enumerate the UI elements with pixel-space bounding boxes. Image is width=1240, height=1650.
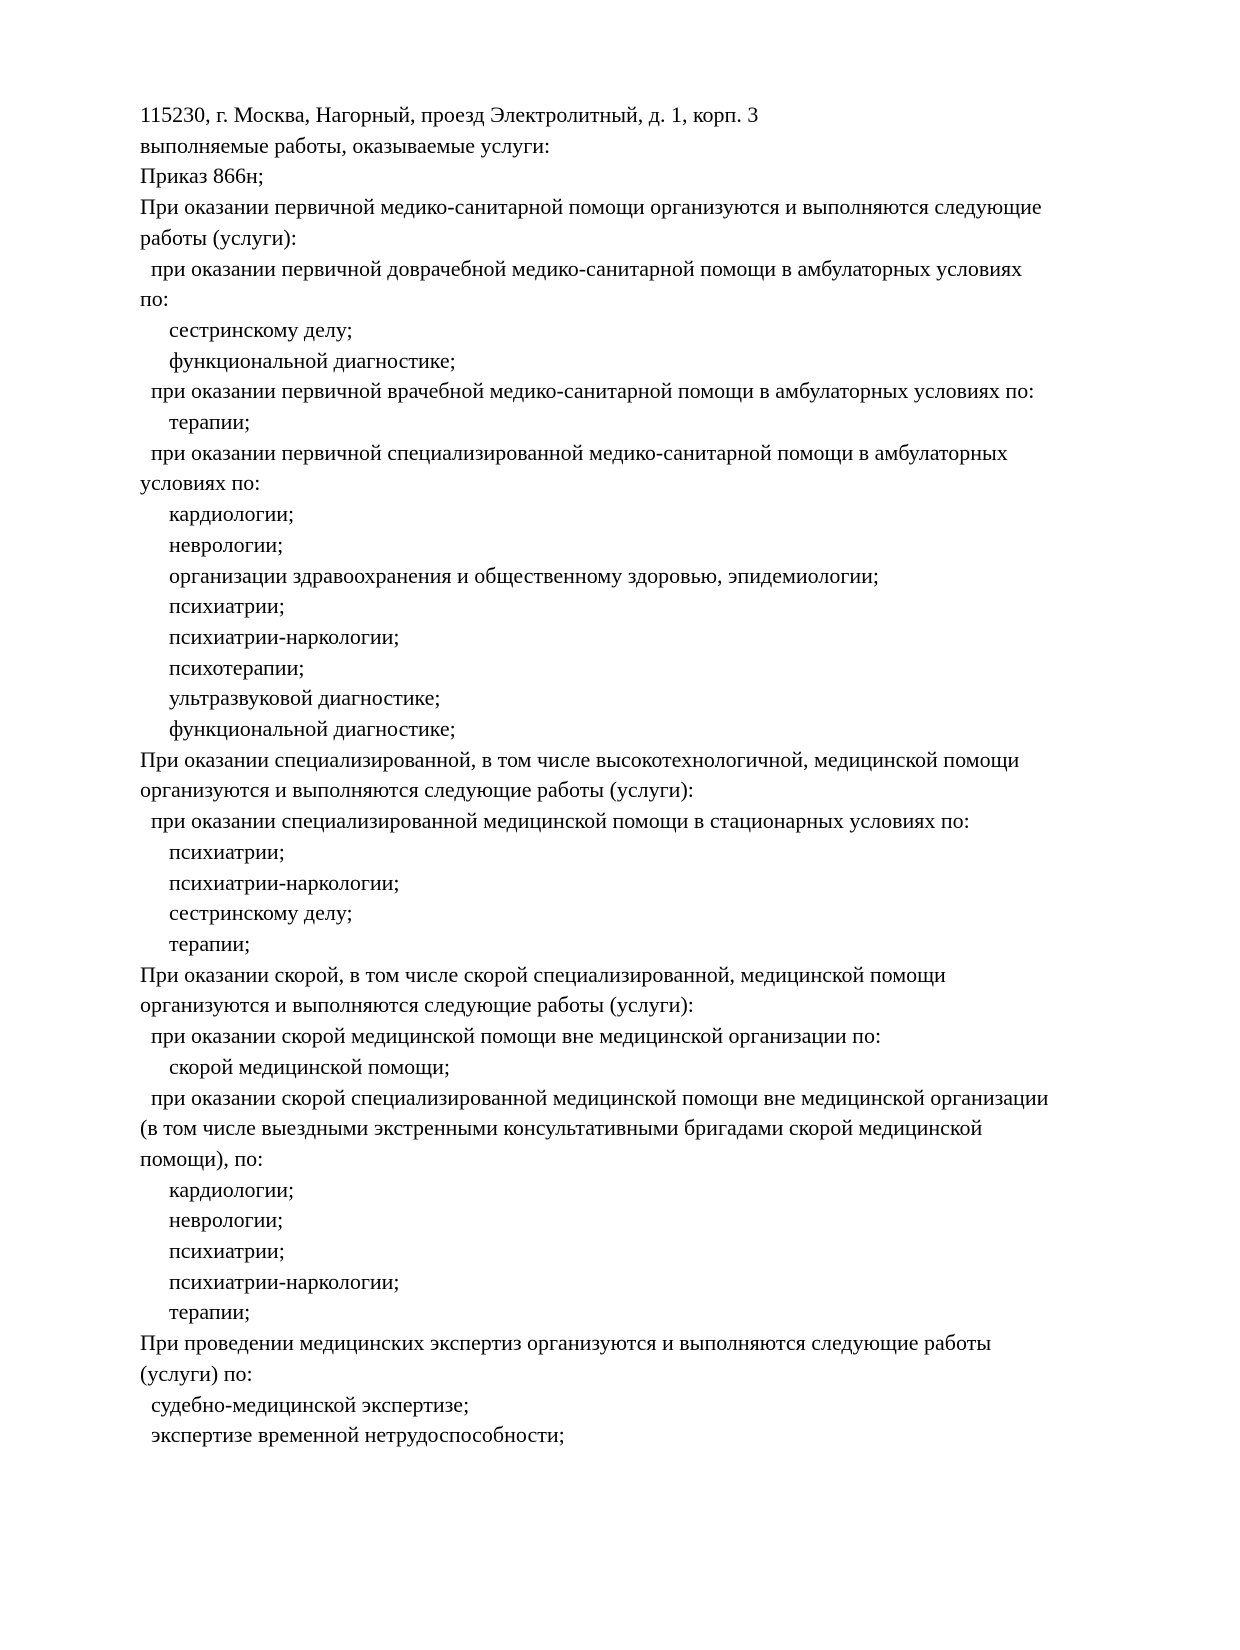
doc-line: ультразвуковой диагностике;	[169, 685, 441, 711]
doc-line: организуются и выполняются следующие работы (услуги):	[140, 992, 694, 1018]
doc-line: кардиологии;	[169, 501, 295, 527]
doc-line: Приказ 866н;	[140, 163, 264, 189]
doc-line: сестринскому делу;	[169, 316, 353, 342]
doc-line: при оказании скорой специализированной медицинской помощи вне медицинской организации	[151, 1084, 1049, 1110]
doc-line: неврологии;	[169, 531, 284, 557]
doc-line: при оказании скорой медицинской помощи вне медицинской организации по:	[151, 1023, 882, 1049]
doc-line: психиатрии-наркологии;	[169, 1268, 400, 1294]
doc-line: при оказании первичной врачебной медико-санитарной помощи в амбулаторных условиях по:	[151, 378, 1035, 404]
doc-line: 115230, г. Москва, Нагорный, проезд Электролитный, д. 1, корп. 3	[140, 102, 759, 127]
doc-line: При оказании специализированной, в том числе высокотехнологичной, медицинской помощи	[140, 746, 1020, 772]
doc-line: неврологии;	[169, 1207, 284, 1233]
doc-line: при оказании первичной специализированной медико-санитарной помощи в амбулаторных	[151, 439, 1008, 465]
doc-line: (услуги) по:	[140, 1360, 253, 1386]
doc-line: При проведении медицинских экспертиз организуются и выполняются следующие работы	[140, 1330, 992, 1356]
doc-line: психотерапии;	[169, 654, 305, 680]
doc-line: психиатрии;	[169, 593, 285, 619]
doc-line: условиях по:	[140, 470, 261, 496]
doc-line: функциональной диагностике;	[169, 716, 456, 742]
doc-line: психиатрии-наркологии;	[169, 623, 400, 649]
doc-line: При оказании первичной медико-санитарной помощи организуются и выполняются следующие	[140, 194, 1042, 220]
doc-line: кардиологии;	[169, 1176, 295, 1202]
doc-line: выполняемые работы, оказываемые услуги:	[140, 132, 551, 158]
doc-line: при оказании первичной доврачебной медико-санитарной помощи в амбулаторных условиях	[151, 255, 1023, 281]
doc-line: по:	[140, 286, 169, 312]
doc-line: при оказании специализированной медицинской помощи в стационарных условиях по:	[151, 808, 970, 834]
doc-line: организации здравоохранения и общественному здоровью, эпидемиологии;	[169, 562, 880, 588]
document-body	[140, 100, 1150, 1451]
doc-line: (в том числе выездными экстренными консультативными бригадами скорой медицинской	[140, 1115, 983, 1141]
doc-line: При оказании скорой, в том числе скорой специализированной, медицинской помощи	[140, 961, 946, 987]
doc-line: психиатрии-наркологии;	[169, 869, 400, 895]
doc-line: терапии;	[169, 409, 251, 435]
doc-line: психиатрии;	[169, 1238, 285, 1264]
doc-line: терапии;	[169, 930, 251, 956]
doc-line: скорой медицинской помощи;	[169, 1053, 451, 1079]
doc-line: сестринскому делу;	[169, 900, 353, 926]
doc-line: функциональной диагностике;	[169, 347, 456, 373]
doc-line: организуются и выполняются следующие работы (услуги):	[140, 777, 694, 803]
doc-line: психиатрии;	[169, 838, 285, 864]
doc-line: экспертизе временной нетрудоспособности;	[151, 1422, 565, 1448]
doc-line: помощи), по:	[140, 1145, 264, 1171]
doc-line: судебно-медицинской экспертизе;	[151, 1391, 470, 1417]
doc-line: работы (услуги):	[140, 224, 297, 250]
doc-line: терапии;	[169, 1299, 251, 1325]
